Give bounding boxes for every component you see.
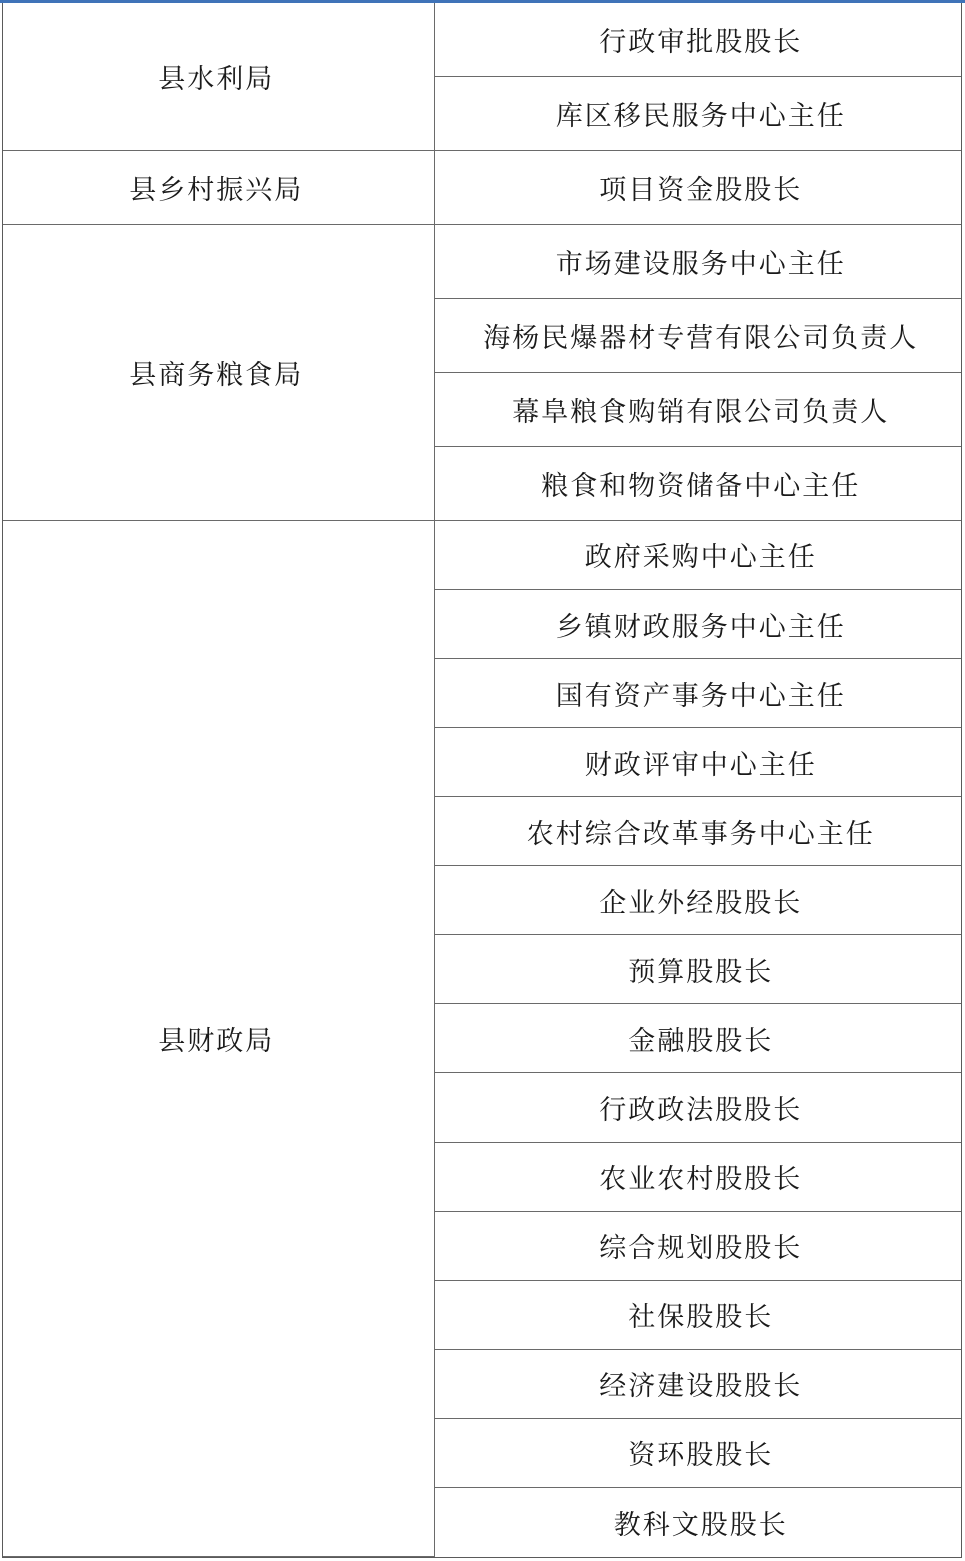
position-cell: 资环股股长 [434, 1418, 961, 1487]
position-cell: 库区移民服务中心主任 [434, 76, 961, 150]
position-cell: 政府采购中心主任 [434, 520, 961, 589]
position-cell: 教科文股股长 [613, 1509, 788, 1541]
department-position-table [3, 3, 961, 1557]
position-cell: 财政评审中心主任 [434, 728, 961, 797]
table-row [3, 3, 961, 76]
position-cell: 企业外经股股长 [434, 866, 961, 935]
department-cell: 县商务粮食局 [3, 224, 434, 520]
position-cell: 社保股股长 [434, 1280, 961, 1349]
position-cell: 幕阜粮食购销有限公司负责人 [434, 372, 961, 446]
position-cell: 乡镇财政服务中心主任 [434, 590, 961, 659]
position-table [2, 3, 962, 1558]
department-cell: 县水利局 [3, 3, 434, 150]
position-cell: 金融股股长 [434, 1004, 961, 1073]
table-row [3, 520, 961, 589]
position-cell: 项目资金股股长 [434, 150, 961, 224]
position-cell: 农业农村股股长 [434, 1142, 961, 1211]
position-cell: 海杨民爆器材专营有限公司负责人 [434, 298, 961, 372]
position-cell: 行政政法股股长 [434, 1073, 961, 1142]
department-cell: 县乡村振兴局 [3, 150, 434, 224]
position-cell: 经济建设股股长 [434, 1349, 961, 1418]
position-cell: 农村综合改革事务中心主任 [434, 797, 961, 866]
position-cell: 行政审批股股长 [434, 3, 961, 76]
position-cell: 国有资产事务中心主任 [434, 659, 961, 728]
department-cell: 县财政局 [3, 520, 434, 1556]
position-cell: 预算股股长 [434, 935, 961, 1004]
position-cell: 综合规划股股长 [434, 1211, 961, 1280]
position-cell: 粮食和物资储备中心主任 [434, 446, 961, 520]
position-cell: 市场建设服务中心主任 [434, 224, 961, 298]
table-row [3, 224, 961, 298]
table-row [3, 150, 961, 224]
